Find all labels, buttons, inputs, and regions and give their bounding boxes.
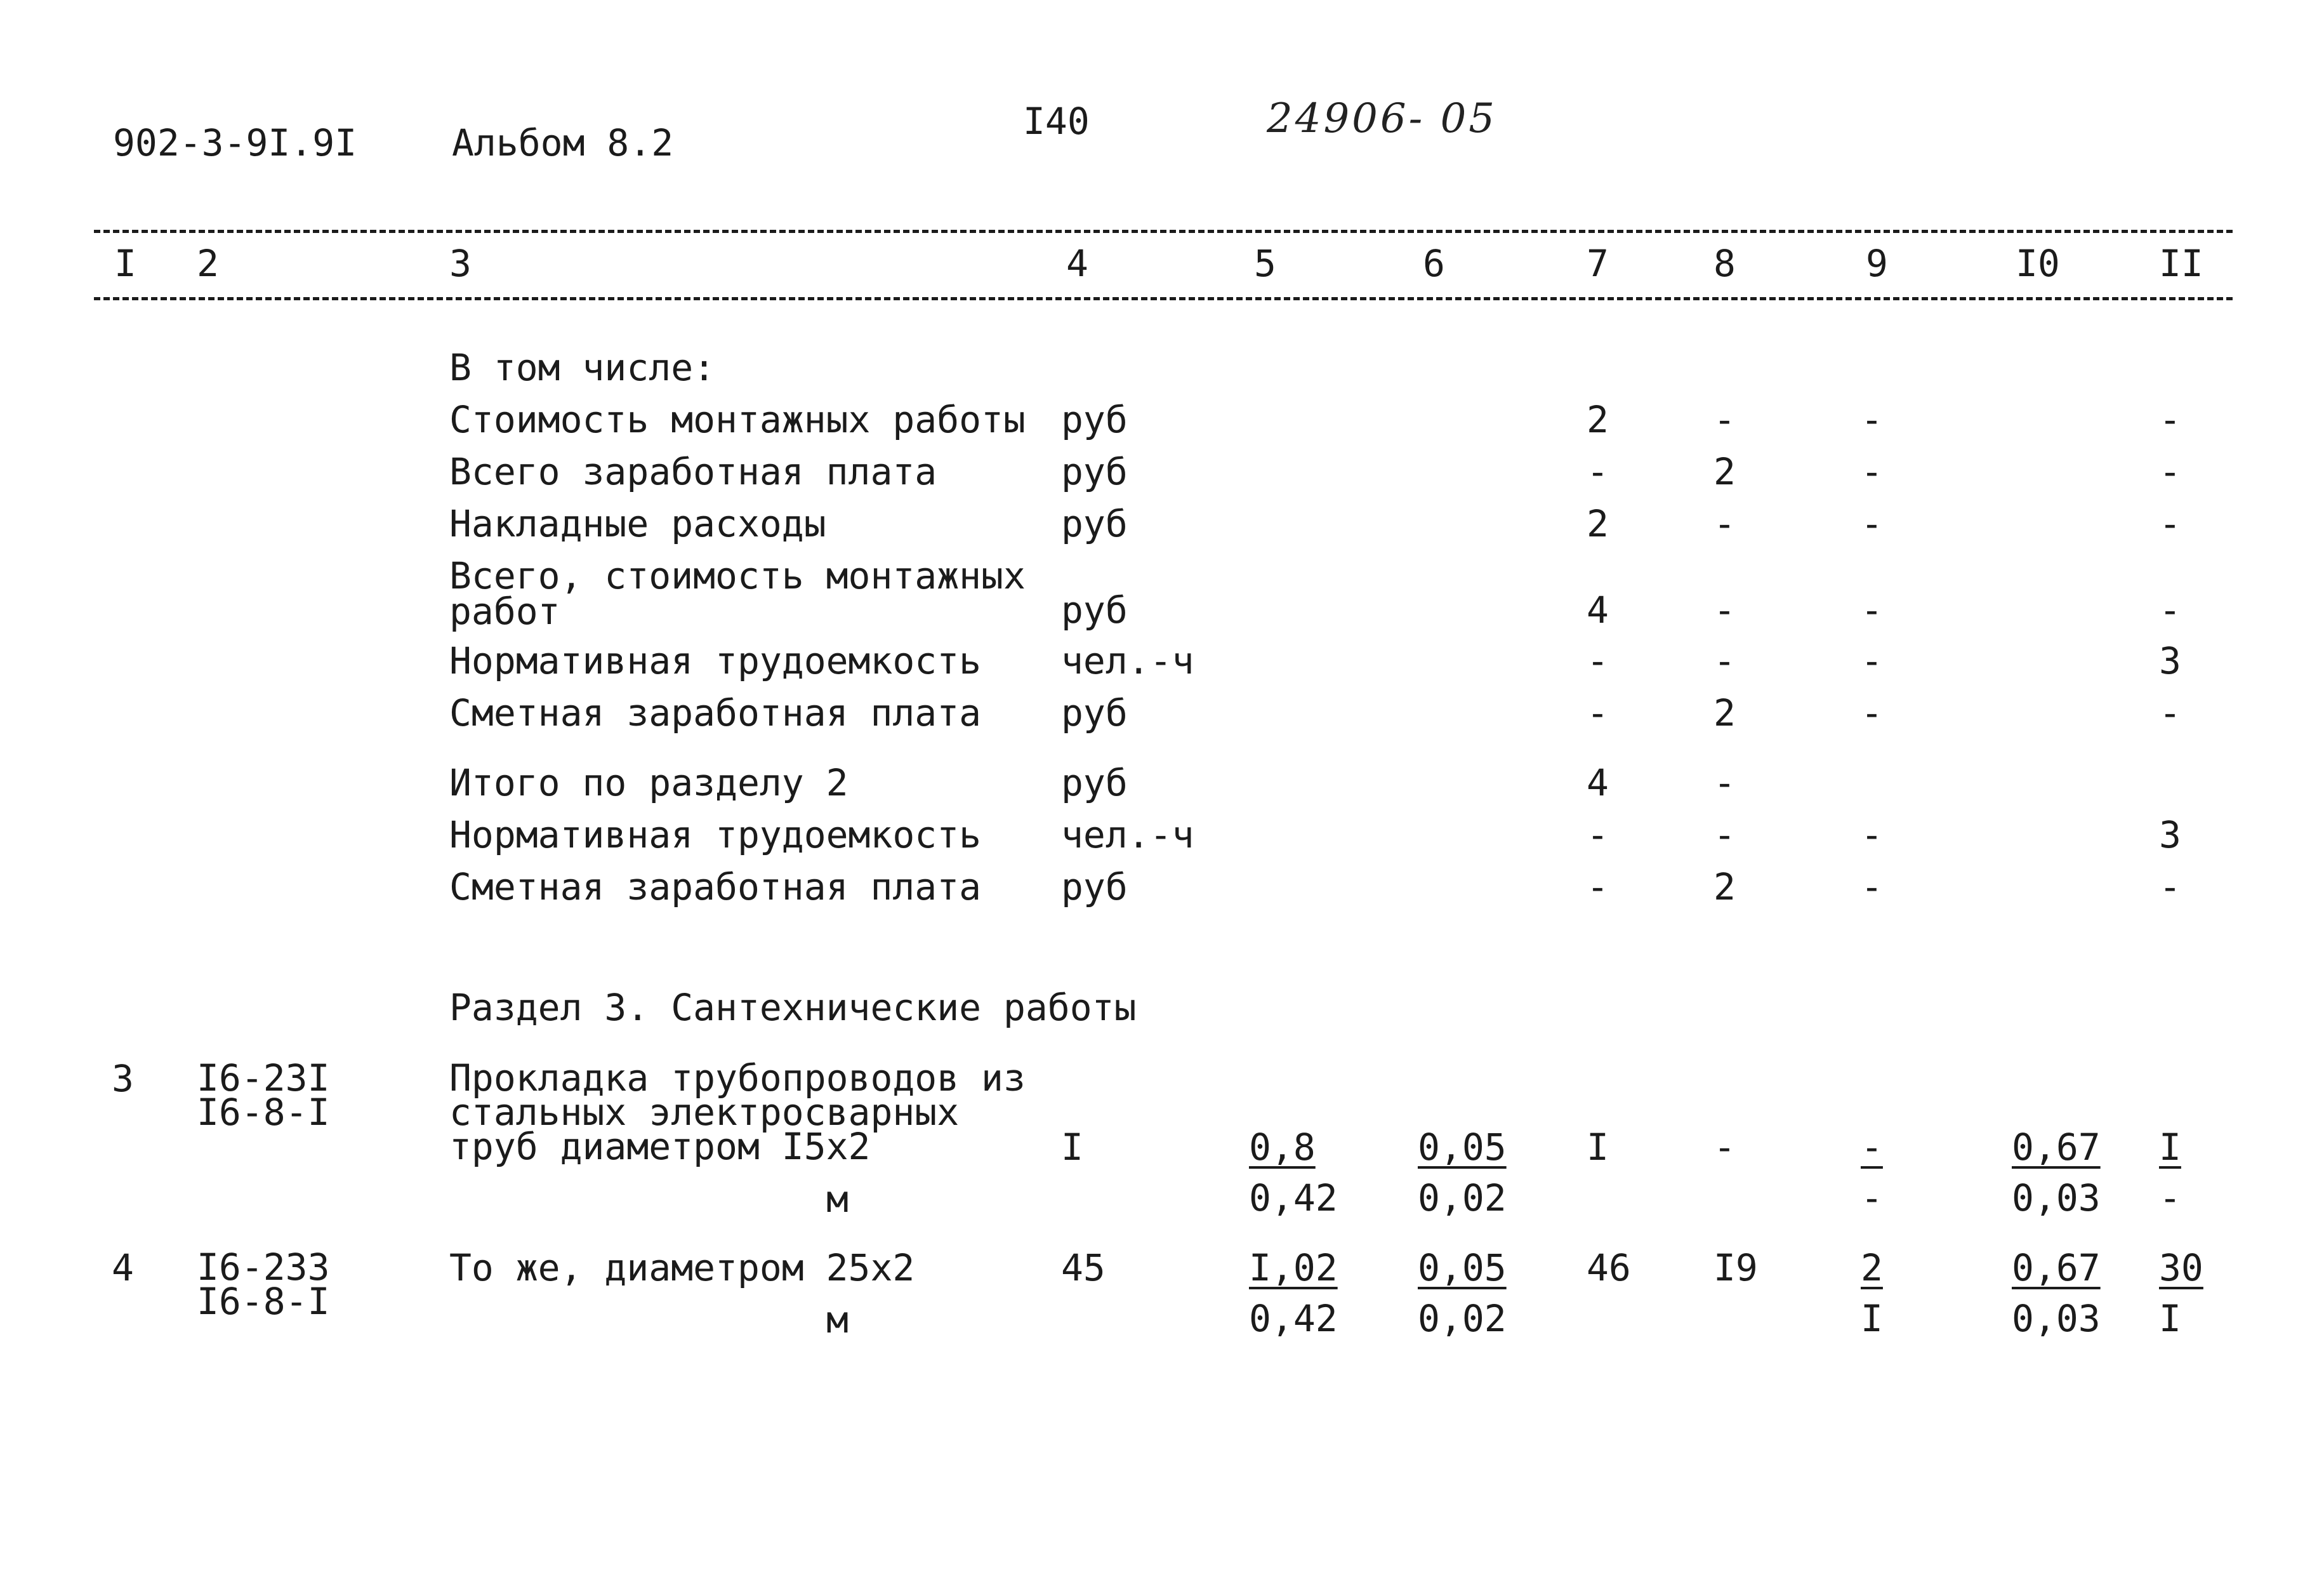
item-col9-numerator: 2: [1861, 1246, 1883, 1289]
item-col5-denominator: 0,42: [1249, 1176, 1338, 1219]
summary-col8: -: [1713, 502, 1736, 545]
summary-col8: 2: [1713, 865, 1736, 908]
summary-unit: руб: [1061, 761, 1128, 804]
summary-label: Всего заработная плата: [449, 450, 937, 493]
item-code: I6-233: [197, 1246, 330, 1289]
col-header-1: I: [114, 242, 136, 285]
summary-col9: -: [1861, 639, 1883, 682]
item-unit: м: [826, 1178, 848, 1221]
summary-col11: -: [2159, 502, 2181, 545]
header-bottom-rule: [94, 297, 2233, 300]
col-header-2: 2: [197, 242, 219, 285]
summary-col9: -: [1861, 813, 1883, 856]
item-col9-numerator: -: [1861, 1126, 1883, 1169]
item-col6-numerator: 0,05: [1418, 1126, 1507, 1169]
summary-col11: -: [2159, 450, 2181, 493]
item-code-line2: I6-8-I: [197, 1091, 330, 1134]
summary-col9: -: [1861, 588, 1883, 632]
summary-col9: -: [1861, 398, 1883, 441]
col-header-10: I0: [2016, 242, 2060, 285]
item-col6-denominator: 0,02: [1418, 1176, 1507, 1219]
summary-col7: -: [1587, 813, 1609, 856]
summary-label: Нормативная трудоемкость: [449, 639, 982, 682]
summary-col8: -: [1713, 398, 1736, 441]
summary-unit: руб: [1061, 398, 1128, 441]
summary-label: работ: [449, 590, 560, 633]
summary-label: Сметная заработная плата: [449, 691, 982, 734]
item-col10-denominator: 0,03: [2012, 1297, 2101, 1340]
summary-unit: руб: [1061, 865, 1128, 908]
summary-col11: -: [2159, 691, 2181, 734]
item-col7: 46: [1587, 1246, 1631, 1289]
col-header-8: 8: [1713, 242, 1736, 285]
handwritten-number: 24906- 05: [1267, 95, 1497, 142]
summary-col8: -: [1713, 761, 1736, 804]
col-header-6: 6: [1423, 242, 1445, 285]
summary-col11: -: [2159, 588, 2181, 632]
item-number: 4: [112, 1246, 134, 1289]
item-description: То же, диаметром 25x2: [449, 1246, 915, 1289]
col-header-11: II: [2159, 242, 2203, 285]
summary-col8: -: [1713, 588, 1736, 632]
item-col5-numerator: I,02: [1249, 1246, 1338, 1289]
summary-col11: -: [2159, 865, 2181, 908]
summary-label: Стоимость монтажных работы: [449, 398, 1026, 441]
item-col10-numerator: 0,67: [2012, 1246, 2101, 1289]
item-col6-denominator: 0,02: [1418, 1297, 1507, 1340]
item-col11-numerator: 30: [2159, 1246, 2203, 1289]
item-col11-numerator: I: [2159, 1126, 2181, 1169]
summary-col7: 4: [1587, 761, 1609, 804]
summary-col9: -: [1861, 450, 1883, 493]
summary-unit: руб: [1061, 502, 1128, 545]
summary-col9: -: [1861, 865, 1883, 908]
summary-col8: -: [1713, 639, 1736, 682]
item-col10-numerator: 0,67: [2012, 1126, 2101, 1169]
item-description-line2: стальных электросварных: [449, 1091, 960, 1134]
summary-unit: чел.-ч: [1061, 639, 1194, 682]
summary-col7: -: [1587, 865, 1609, 908]
summary-col8: 2: [1713, 450, 1736, 493]
item-code-line2: I6-8-I: [197, 1280, 330, 1323]
summary-label: Итого по разделу 2: [449, 761, 848, 804]
item-description-line3: труб диаметром I5x2: [449, 1125, 871, 1168]
page-number: I40: [1023, 100, 1090, 143]
col-header-9: 9: [1866, 242, 1888, 285]
summary-col7: -: [1587, 639, 1609, 682]
summary-col11: -: [2159, 398, 2181, 441]
summary-label: В том числе:: [449, 346, 716, 389]
summary-unit: руб: [1061, 588, 1128, 632]
summary-col7: -: [1587, 691, 1609, 734]
item-col6-numerator: 0,05: [1418, 1246, 1507, 1289]
item-col11-denominator: I: [2159, 1297, 2181, 1340]
summary-col8: -: [1713, 813, 1736, 856]
col-header-7: 7: [1587, 242, 1609, 285]
col-header-3: 3: [449, 242, 472, 285]
summary-unit: руб: [1061, 691, 1128, 734]
document-code: 902-3-9I.9I: [113, 121, 357, 164]
item-col5-numerator: 0,8: [1249, 1126, 1316, 1169]
item-code: I6-23I: [197, 1056, 330, 1100]
summary-col7: 4: [1587, 588, 1609, 632]
summary-label: Сметная заработная плата: [449, 865, 982, 908]
item-number: 3: [112, 1057, 134, 1100]
summary-label: Нормативная трудоемкость: [449, 813, 982, 856]
item-col8: I9: [1713, 1246, 1758, 1289]
summary-col7: -: [1587, 450, 1609, 493]
summary-label-line1: Всего, стоимость монтажных: [449, 554, 1026, 597]
summary-label: Накладные расходы: [449, 502, 826, 545]
summary-col9: -: [1861, 691, 1883, 734]
section-title: Раздел 3. Сантехнические работы: [449, 986, 1137, 1029]
summary-col9: -: [1861, 502, 1883, 545]
summary-unit: руб: [1061, 450, 1128, 493]
item-col9-denominator: I: [1861, 1297, 1883, 1340]
col-header-5: 5: [1254, 242, 1276, 285]
item-col8: -: [1713, 1126, 1736, 1169]
album-label: Альбом 8.2: [452, 121, 674, 164]
summary-unit: чел.-ч: [1061, 813, 1194, 856]
summary-col11: 3: [2159, 813, 2181, 856]
item-col9-denominator: -: [1861, 1176, 1883, 1219]
item-col11-denominator: -: [2159, 1176, 2181, 1219]
item-col7: I: [1587, 1126, 1609, 1169]
item-col10-denominator: 0,03: [2012, 1176, 2101, 1219]
item-col5-denominator: 0,42: [1249, 1297, 1338, 1340]
item-quantity: I: [1061, 1126, 1083, 1169]
summary-col7: 2: [1587, 502, 1609, 545]
item-quantity: 45: [1061, 1246, 1106, 1289]
item-description: Прокладка трубопроводов из: [449, 1056, 1026, 1100]
summary-col7: 2: [1587, 398, 1609, 441]
header-top-rule: [94, 230, 2233, 233]
summary-col11: 3: [2159, 639, 2181, 682]
item-unit: м: [826, 1298, 848, 1341]
summary-col8: 2: [1713, 691, 1736, 734]
col-header-4: 4: [1066, 242, 1088, 285]
